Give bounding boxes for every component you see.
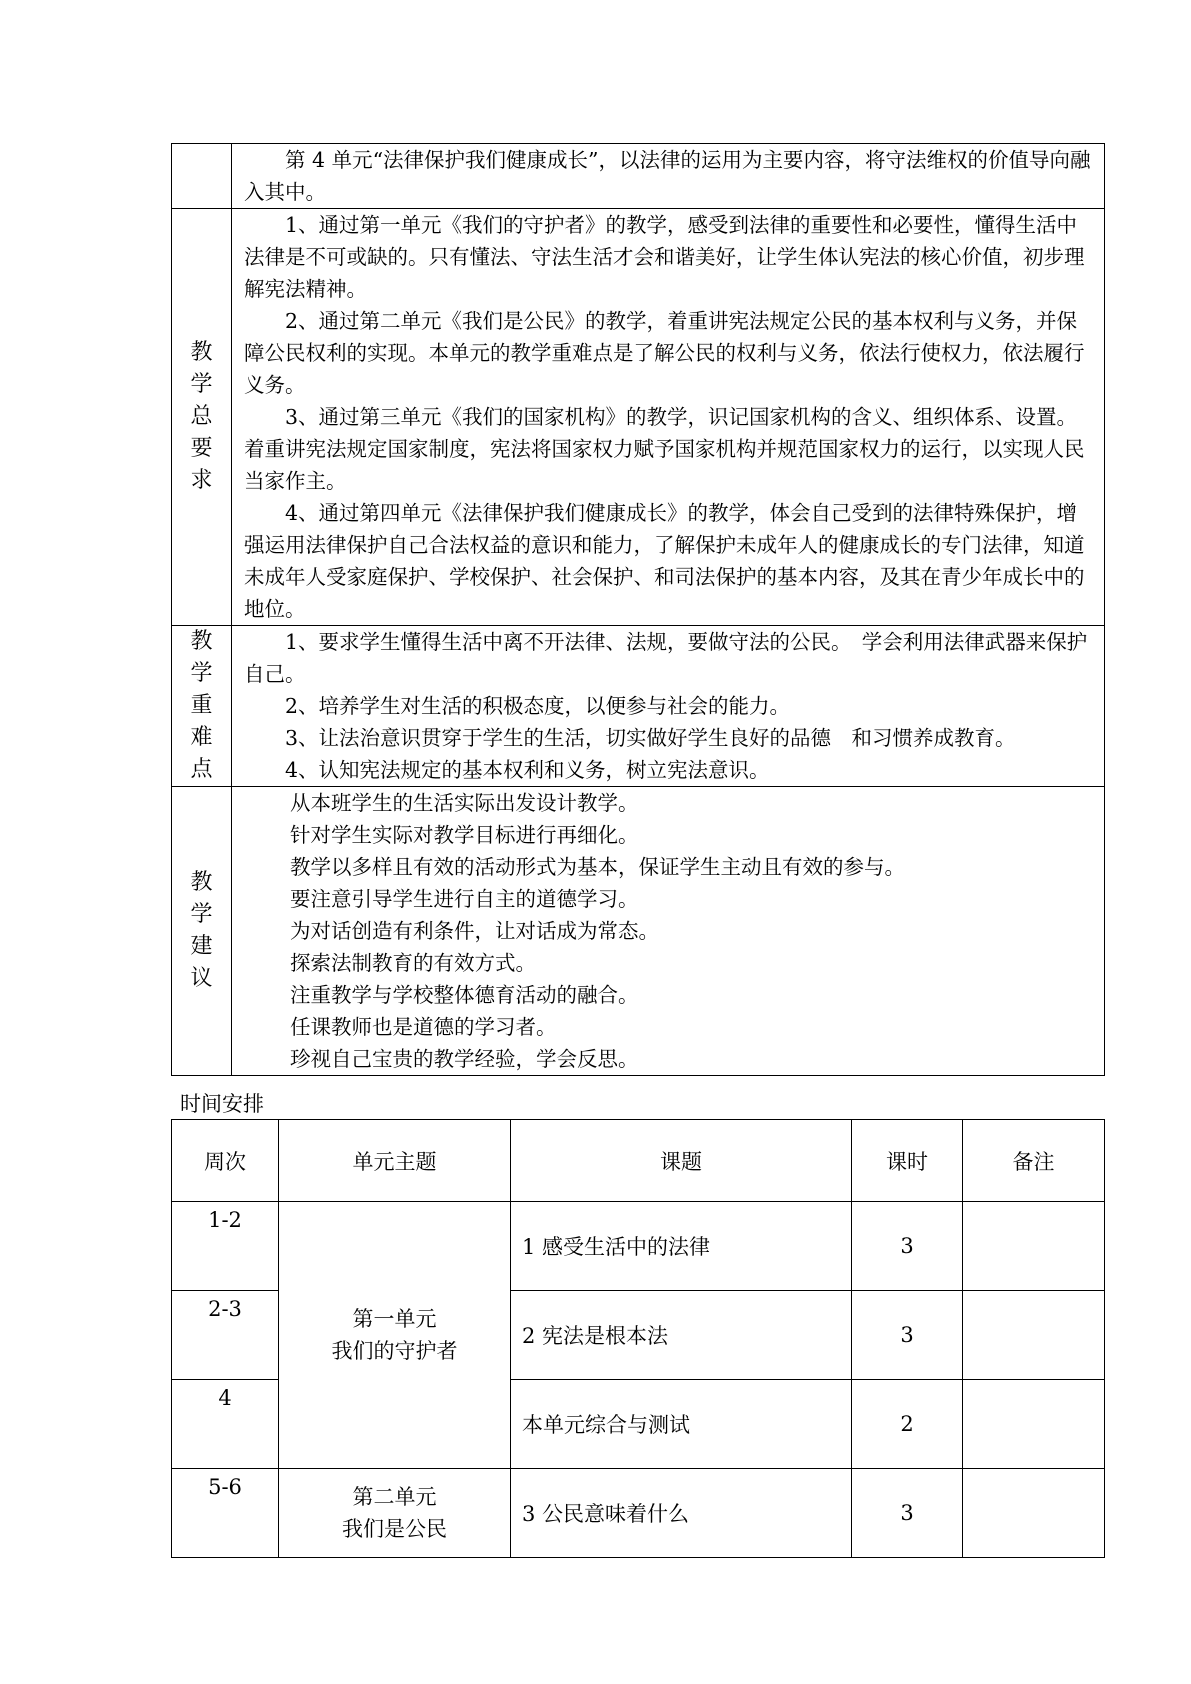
requirement-paragraph: 3、通过第三单元《我们的国家机构》的教学，识记国家机构的含义、组织体系、设置。着重讲宪法规定国家制度，宪法将国家权力赋予国家机构并规范国家权力的运行，以实现人民当家作主。 [244,405,1085,493]
intro-label [172,144,232,209]
note-cell [963,1469,1105,1558]
suggestion-line: 为对话创造有利条件，让对话成为常态。 [290,919,659,943]
suggestion-line: 要注意引导学生进行自主的道德学习。 [290,887,639,911]
teaching-plan-table [171,143,1105,1076]
label-char: 建 [190,934,213,959]
intro-content [232,144,1105,209]
label-char: 难 [190,725,213,750]
requirement-paragraph: 4、通过第四单元《法律保护我们健康成长》的教学，体会自己受到的法律特殊保护，增强运用法律保护自己合法权益的意识和能力，了解保护未成年人的健康成长的专门法律，知道未成年人受家庭保护、学校保护、社会保护、和司法保护的基本内容，及其在青少年成长中的地位。 [244,501,1085,621]
unit-theme: 我们的守护者 [331,1339,458,1363]
week-cell: 5-6 [172,1469,279,1558]
header-week: 周次 [172,1120,279,1202]
note-cell [963,1380,1105,1469]
schedule-row [172,1469,1105,1558]
suggestions-row [172,787,1105,1076]
suggestions-label [172,787,232,1076]
unit-theme: 我们是公民 [342,1517,447,1541]
unit-cell [279,1202,511,1469]
label-char: 总 [190,404,213,429]
note-cell [963,1202,1105,1291]
label-char: 学 [190,661,213,686]
lesson-cell: 2 宪法是根本法 [511,1291,852,1380]
note-cell [963,1291,1105,1380]
key-point-paragraph: 4、认知宪法规定的基本权利和义务，树立宪法意识。 [285,758,770,782]
schedule-table [171,1119,1105,1558]
key-point-paragraph: 2、培养学生对生活的积极态度，以便参与社会的能力。 [285,694,791,718]
requirement-paragraph: 2、通过第二单元《我们是公民》的教学，着重讲宪法规定公民的基本权利与义务，并保障公民权利的实现。本单元的教学重难点是了解公民的权利与义务，依法行使权力，依法履行义务。 [244,309,1085,397]
requirement-paragraph: 1、通过第一单元《我们的守护者》的教学，感受到法律的重要性和必要性，懂得生活中法律是不可或缺的。只有懂法、守法生活才会和谐美好，让学生体认宪法的核心价值，初步理解宪法精神。 [244,213,1085,301]
label-char: 教 [190,340,213,365]
unit-cell [279,1469,511,1558]
lesson-cell: 1 感受生活中的法律 [511,1202,852,1291]
requirements-content [232,209,1105,626]
suggestion-line: 教学以多样且有效的活动形式为基本，保证学生主动且有效的参与。 [290,855,905,879]
hours-cell: 3 [852,1469,963,1558]
unit-number: 第一单元 [352,1307,437,1331]
week-cell: 2-3 [172,1291,279,1380]
header-hours: 课时 [852,1120,963,1202]
key-points-label [172,626,232,787]
hours-cell: 3 [852,1291,963,1380]
suggestion-line: 探索法制教育的有效方式。 [290,951,536,975]
header-notes: 备注 [963,1120,1105,1202]
label-char: 点 [190,757,213,782]
requirements-row [172,209,1105,626]
label-char: 学 [190,902,213,927]
label-char: 求 [190,468,213,493]
key-point-paragraph: 1、要求学生懂得生活中离不开法律、法规，要做守法的公民。 学会利用法律武器来保护自己。 [244,630,1088,686]
suggestion-line: 针对学生实际对教学目标进行再细化。 [290,823,639,847]
label-char: 教 [190,629,213,654]
label-char: 重 [190,693,213,718]
hours-cell: 2 [852,1380,963,1469]
suggestion-line: 从本班学生的生活实际出发设计教学。 [290,791,639,815]
key-points-content [232,626,1105,787]
label-char: 要 [190,436,213,461]
intro-row [172,144,1105,209]
requirements-label [172,209,232,626]
label-char: 议 [190,966,213,991]
suggestion-line: 珍视自己宝贵的教学经验，学会反思。 [290,1047,639,1071]
intro-paragraph: 第 4 单元“法律保护我们健康成长”，以法律的运用为主要内容，将守法维权的价值导向融入其中。 [244,148,1091,204]
lesson-cell: 本单元综合与测试 [511,1380,852,1469]
key-point-paragraph: 3、让法治意识贯穿于学生的生活，切实做好学生良好的品德 和习惯养成教育。 [285,726,1016,750]
schedule-title: 时间安排 [180,1092,264,1116]
lesson-cell: 3 公民意味着什么 [511,1469,852,1558]
header-lesson: 课题 [511,1120,852,1202]
label-char: 教 [190,870,213,895]
schedule-header-row [172,1120,1105,1202]
unit-number: 第二单元 [352,1485,437,1509]
key-points-row [172,626,1105,787]
header-unit: 单元主题 [279,1120,511,1202]
schedule-row [172,1202,1105,1291]
suggestion-line: 任课教师也是道德的学习者。 [290,1015,557,1039]
suggestion-line: 注重教学与学校整体德育活动的融合。 [290,983,639,1007]
week-cell: 1-2 [172,1202,279,1291]
suggestions-content [232,787,1105,1076]
week-cell: 4 [172,1380,279,1469]
label-char: 学 [190,372,213,397]
hours-cell: 3 [852,1202,963,1291]
